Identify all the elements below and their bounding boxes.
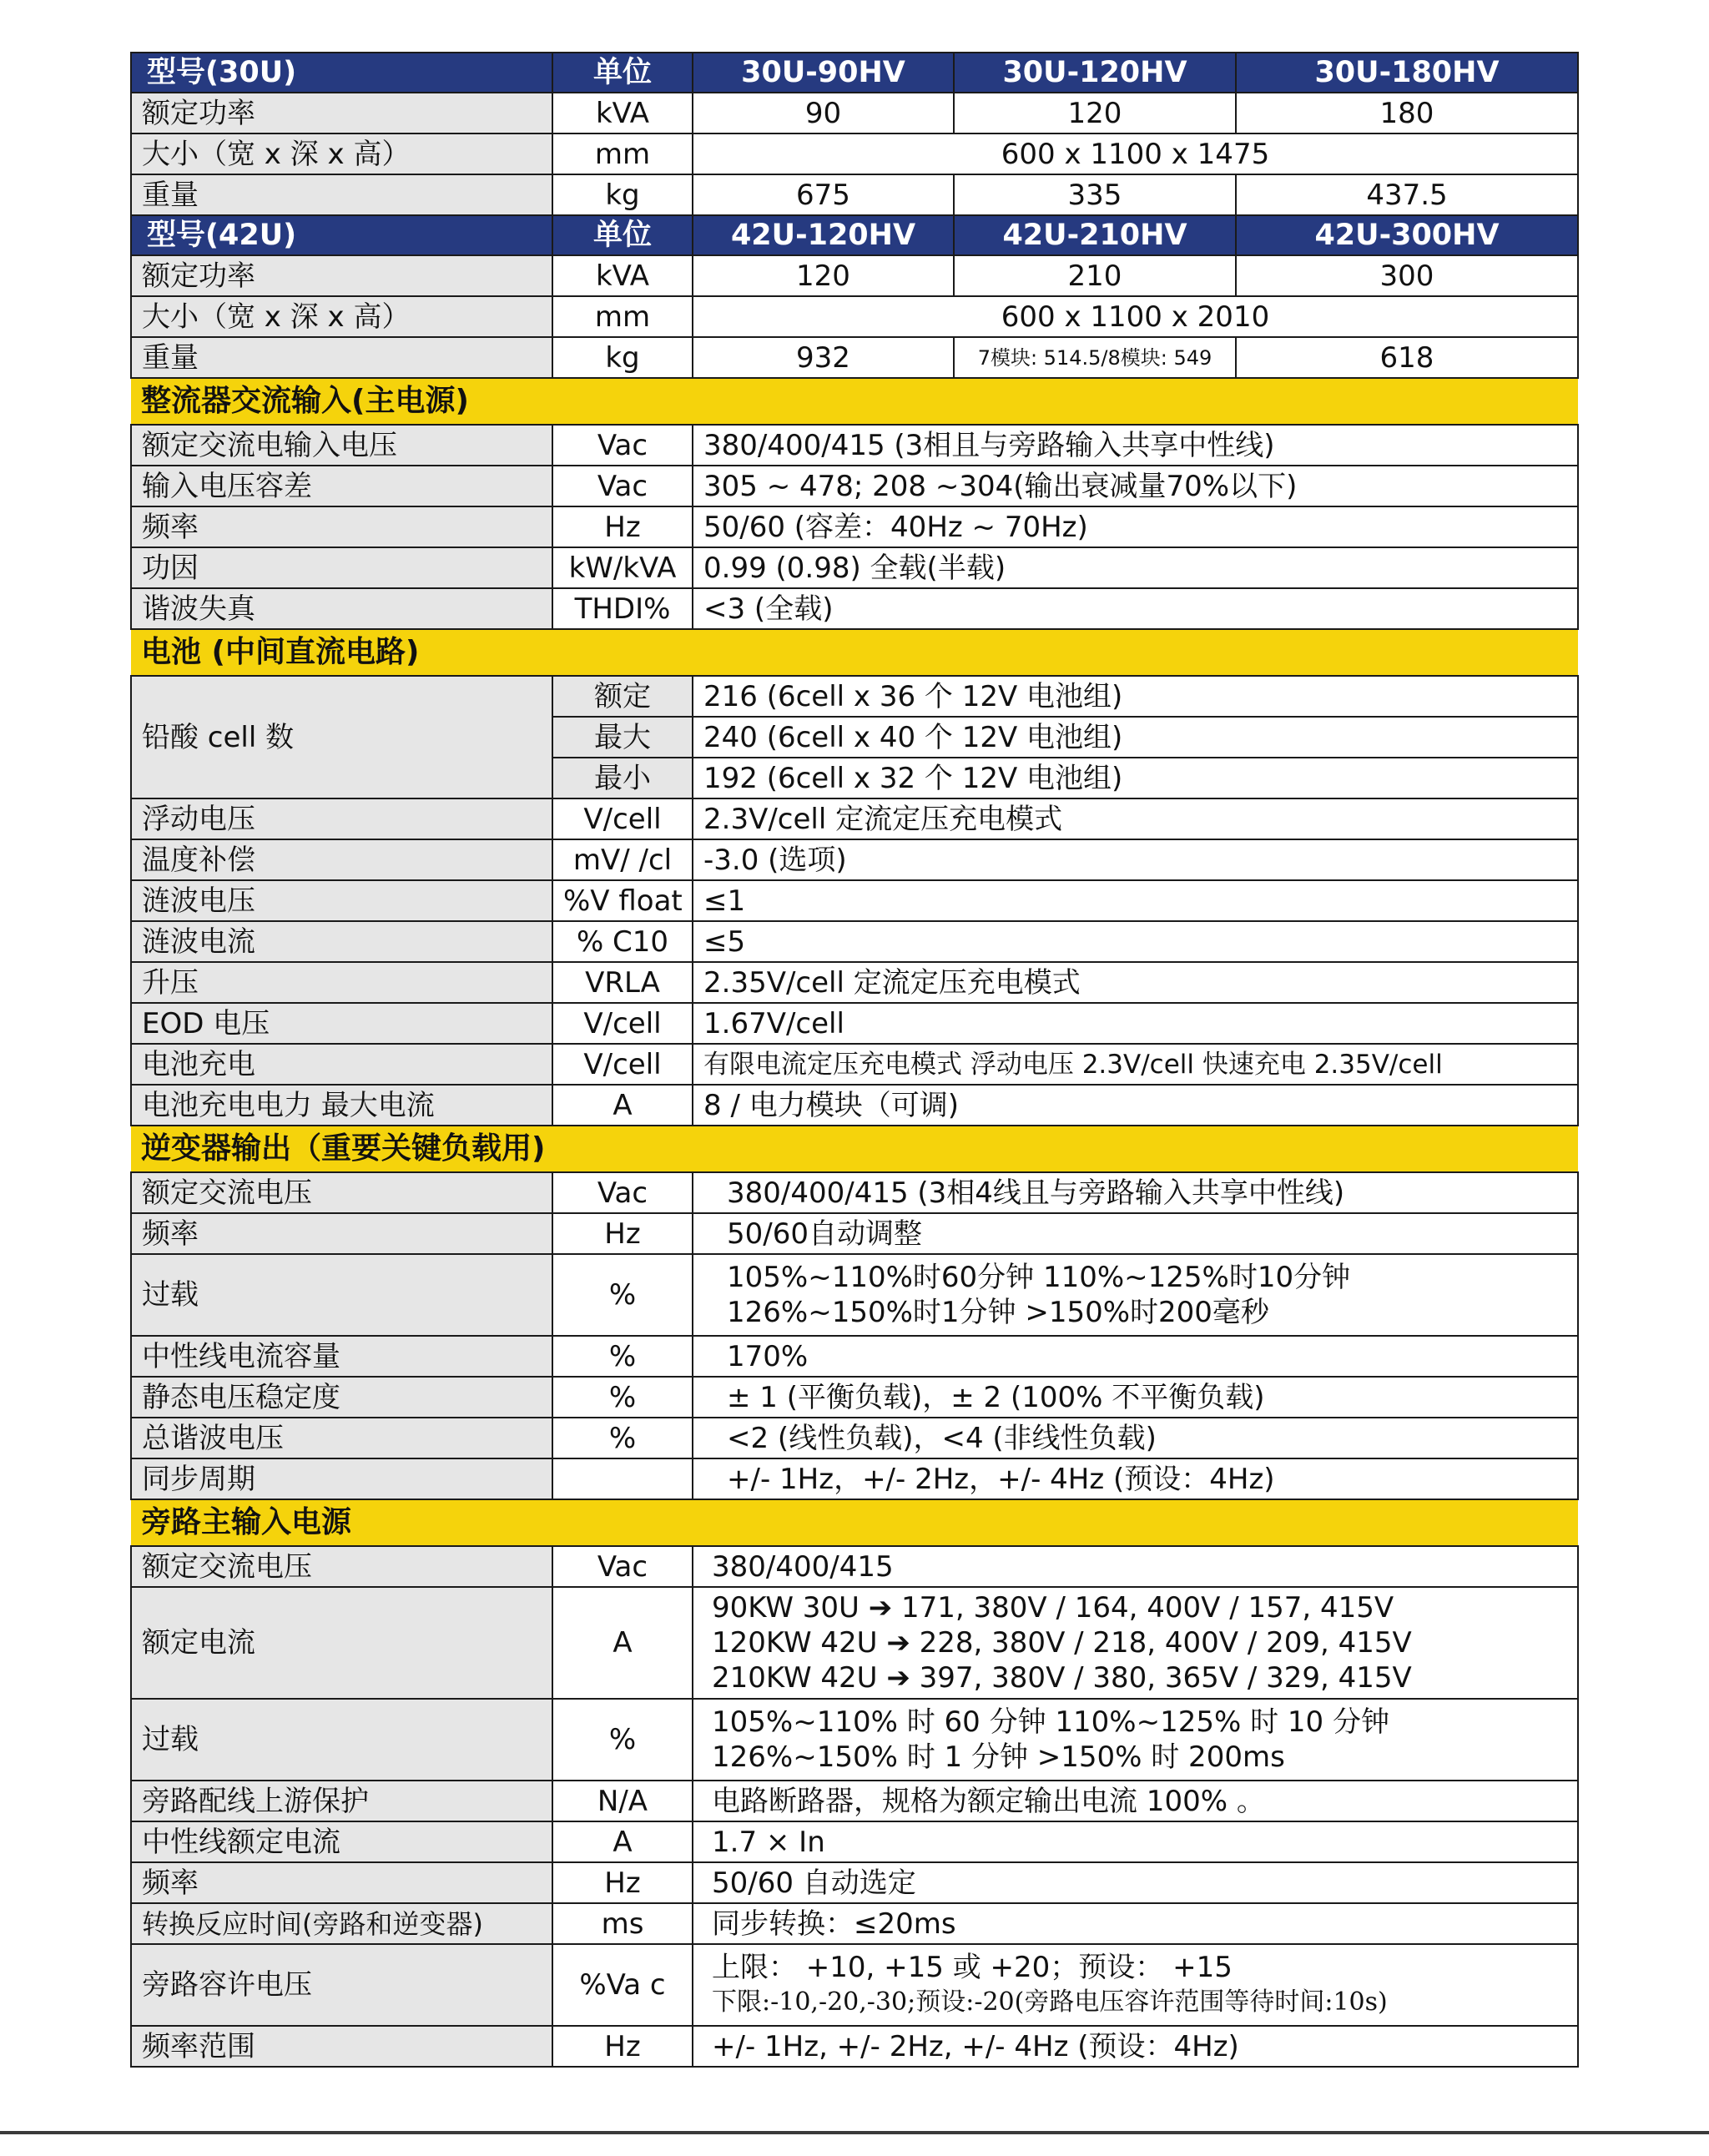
row-label: 额定交流电输入电压 <box>131 425 552 466</box>
cell-value: <2 (线性负载)，<4 (非线性负载) <box>693 1418 1578 1458</box>
row-label: 功因 <box>131 547 552 588</box>
row-unit: N/A <box>552 1781 693 1821</box>
row-label: 中性线额定电流 <box>131 1821 552 1862</box>
table-row <box>131 93 1578 133</box>
row-unit: kVA <box>552 93 693 133</box>
cell-value: 1.7 × In <box>693 1821 1578 1862</box>
row-label: 额定功率 <box>131 255 552 296</box>
cell-value: 932 <box>693 337 954 378</box>
row-unit: % <box>552 1254 693 1336</box>
row-label: 过载 <box>131 1699 552 1781</box>
model-30u-120hv: 30U-120HV <box>954 53 1236 93</box>
row-label: 旁路容许电压 <box>131 1944 552 2026</box>
cell-value: 216 (6cell x 36 个 12V 电池组) <box>693 676 1578 717</box>
cell-value: 8 / 电力模块（可调) <box>693 1085 1578 1126</box>
row-unit: Hz <box>552 506 693 547</box>
model-42u-title: 型号(42U) <box>131 215 552 255</box>
cell-value: 300 <box>1236 255 1578 296</box>
table-row <box>131 547 1578 588</box>
cell-value: 600 x 1100 x 1475 <box>693 133 1578 174</box>
row-label: 重量 <box>131 174 552 215</box>
cell-value: 210 <box>954 255 1236 296</box>
row-label: 中性线电流容量 <box>131 1336 552 1377</box>
row-label: 频率 <box>131 1213 552 1254</box>
row-unit: V/cell <box>552 798 693 839</box>
row-unit: % <box>552 1336 693 1377</box>
cell-value: +/- 1Hz，+/- 2Hz，+/- 4Hz (预设：4Hz) <box>693 1458 1578 1499</box>
table-row <box>131 1903 1578 1944</box>
header-row-42u <box>131 215 1578 255</box>
table-row <box>131 1172 1578 1213</box>
table-row <box>131 921 1578 962</box>
table-row <box>131 133 1578 174</box>
spec-sheet <box>130 52 1577 2068</box>
row-label: 静态电压稳定度 <box>131 1377 552 1418</box>
cell-value: 192 (6cell x 32 个 12V 电池组) <box>693 758 1578 798</box>
row-label: 额定功率 <box>131 93 552 133</box>
section-title: 整流器交流输入(主电源) <box>131 378 1578 425</box>
cell-value: 380/400/415 (3相4线且与旁路输入共享中性线) <box>693 1172 1578 1213</box>
table-row <box>131 798 1578 839</box>
row-unit: kW/kVA <box>552 547 693 588</box>
cell-value: 180 <box>1236 93 1578 133</box>
table-row <box>131 588 1578 629</box>
cell-value: <3 (全载) <box>693 588 1578 629</box>
model-30u-title: 型号(30U) <box>131 53 552 93</box>
section-title: 旁路主输入电源 <box>131 1499 1578 1546</box>
table-row <box>131 1003 1578 1044</box>
table-row <box>131 337 1578 378</box>
row-unit: VRLA <box>552 962 693 1003</box>
spec-table <box>130 52 1579 2068</box>
row-label: 旁路配线上游保护 <box>131 1781 552 1821</box>
cell-value: 120 <box>954 93 1236 133</box>
cell-value: 600 x 1100 x 2010 <box>693 296 1578 337</box>
table-row <box>131 506 1578 547</box>
value-line: 90KW 30U ➔ 171, 380V / 164, 400V / 157, 415V <box>712 1591 1394 1625</box>
cell-value: 有限电流定压充电模式 浮动电压 2.3V/cell 快速充电 2.35V/cell <box>693 1044 1578 1085</box>
model-42u-300hv: 42U-300HV <box>1236 215 1578 255</box>
section-title: 电池 (中间直流电路) <box>131 629 1578 676</box>
section-rectifier <box>131 378 1578 425</box>
value-line: 126%~150% 时 1 分钟 >150% 时 200ms <box>712 1740 1285 1774</box>
row-label: 浮动电压 <box>131 798 552 839</box>
cell-value: ≤5 <box>693 921 1578 962</box>
table-row <box>131 1085 1578 1126</box>
cell-value: 50/60 (容差：40Hz ~ 70Hz) <box>693 506 1578 547</box>
cell-value: 305 ~ 478; 208 ~304(输出衰减量70%以下) <box>693 466 1578 506</box>
value-line: 210KW 42U ➔ 397, 380V / 380, 365V / 329, 415V <box>712 1661 1412 1695</box>
model-42u-120hv: 42U-120HV <box>693 215 954 255</box>
row-unit: %V float <box>552 880 693 921</box>
row-unit: A <box>552 1587 693 1699</box>
row-unit: V/cell <box>552 1044 693 1085</box>
row-label: 过载 <box>131 1254 552 1336</box>
value-line: 120KW 42U ➔ 228, 380V / 218, 400V / 209, 415V <box>712 1626 1412 1660</box>
section-bypass <box>131 1499 1578 1546</box>
table-row <box>131 880 1578 921</box>
row-label: 涟波电流 <box>131 921 552 962</box>
table-row <box>131 1699 1578 1781</box>
table-row <box>131 676 1578 717</box>
cell-value: 2.3V/cell 定流定压充电模式 <box>693 798 1578 839</box>
cell-value: 1.67V/cell <box>693 1003 1578 1044</box>
row-label: 电池充电 <box>131 1044 552 1085</box>
row-label: EOD 电压 <box>131 1003 552 1044</box>
table-row <box>131 1336 1578 1377</box>
cell-value: -3.0 (选项) <box>693 839 1578 880</box>
cell-value: 120 <box>693 255 954 296</box>
table-row <box>131 1213 1578 1254</box>
cell-value: 618 <box>1236 337 1578 378</box>
row-label: 输入电压容差 <box>131 466 552 506</box>
table-row <box>131 1821 1578 1862</box>
row-unit: kg <box>552 337 693 378</box>
table-row <box>131 1944 1578 2026</box>
row-label: 大小（宽 x 深 x 高） <box>131 133 552 174</box>
table-row <box>131 1587 1578 1699</box>
row-unit <box>552 1458 693 1499</box>
row-unit: V/cell <box>552 1003 693 1044</box>
unit-header: 单位 <box>552 215 693 255</box>
row-sublabel: 最大 <box>552 717 693 758</box>
cell-value: 675 <box>693 174 954 215</box>
cell-value: +/- 1Hz, +/- 2Hz, +/- 4Hz (预设：4Hz) <box>693 2026 1578 2067</box>
row-label: 温度补偿 <box>131 839 552 880</box>
cell-value: 380/400/415 (3相且与旁路输入共享中性线) <box>693 425 1578 466</box>
cell-value: 170% <box>693 1336 1578 1377</box>
row-label: 重量 <box>131 337 552 378</box>
table-row <box>131 1377 1578 1418</box>
row-sublabel: 最小 <box>552 758 693 798</box>
row-label: 总谐波电压 <box>131 1418 552 1458</box>
row-label: 额定交流电压 <box>131 1172 552 1213</box>
section-title: 逆变器输出（重要关键负载用) <box>131 1126 1578 1172</box>
table-row <box>131 1862 1578 1903</box>
row-unit: % C10 <box>552 921 693 962</box>
table-row <box>131 174 1578 215</box>
section-inverter <box>131 1126 1578 1172</box>
row-label: 升压 <box>131 962 552 1003</box>
cell-value <box>693 1254 1578 1336</box>
row-label: 频率 <box>131 506 552 547</box>
unit-header: 单位 <box>552 53 693 93</box>
row-label: 频率 <box>131 1862 552 1903</box>
row-unit: mm <box>552 133 693 174</box>
row-unit: Vac <box>552 1172 693 1213</box>
model-30u-180hv: 30U-180HV <box>1236 53 1578 93</box>
table-row <box>131 1418 1578 1458</box>
value-line: 下限:-10,-20,-30;预设:-20(旁路电压容许范围等待时间:10s) <box>712 1987 1388 2017</box>
row-label: 频率范围 <box>131 2026 552 2067</box>
row-unit: A <box>552 1821 693 1862</box>
table-row <box>131 962 1578 1003</box>
value-line: 上限： +10, +15 或 +20；预设： +15 <box>712 1951 1233 1984</box>
row-unit: Hz <box>552 1862 693 1903</box>
cell-value: 2.35V/cell 定流定压充电模式 <box>693 962 1578 1003</box>
row-label: 转换反应时间(旁路和逆变器) <box>131 1903 552 1944</box>
row-unit: mV/ /cl <box>552 839 693 880</box>
value-line: 105%~110% 时 60 分钟 110%~125% 时 10 分钟 <box>712 1705 1389 1739</box>
table-row <box>131 1781 1578 1821</box>
cell-value <box>693 1587 1578 1699</box>
table-row <box>131 425 1578 466</box>
cell-value <box>693 1944 1578 2026</box>
value-line: 105%~110%时60分钟 110%~125%时10分钟 <box>727 1261 1351 1294</box>
table-row <box>131 1254 1578 1336</box>
table-row <box>131 2026 1578 2067</box>
table-row <box>131 255 1578 296</box>
row-unit: % <box>552 1699 693 1781</box>
cell-value: 335 <box>954 174 1236 215</box>
row-unit: Hz <box>552 1213 693 1254</box>
cell-value: 380/400/415 <box>693 1546 1578 1587</box>
row-label: 电池充电电力 最大电流 <box>131 1085 552 1126</box>
header-row-30u <box>131 53 1578 93</box>
row-label: 谐波失真 <box>131 588 552 629</box>
row-unit: % <box>552 1418 693 1458</box>
row-unit: Vac <box>552 466 693 506</box>
cell-value: 7模块: 514.5/8模块: 549 <box>954 337 1236 378</box>
cell-value: 电路断路器，规格为额定输出电流 100% 。 <box>693 1781 1578 1821</box>
table-row <box>131 1044 1578 1085</box>
row-unit: Vac <box>552 425 693 466</box>
table-row <box>131 1546 1578 1587</box>
cell-value: ≤1 <box>693 880 1578 921</box>
row-sublabel: 额定 <box>552 676 693 717</box>
model-42u-210hv: 42U-210HV <box>954 215 1236 255</box>
cell-value: 同步转换：≤20ms <box>693 1903 1578 1944</box>
row-unit: THDI% <box>552 588 693 629</box>
cell-value: 0.99 (0.98) 全载(半载) <box>693 547 1578 588</box>
section-battery <box>131 629 1578 676</box>
row-label: 大小（宽 x 深 x 高） <box>131 296 552 337</box>
cell-value: 240 (6cell x 40 个 12V 电池组) <box>693 717 1578 758</box>
row-label: 额定交流电压 <box>131 1546 552 1587</box>
cell-value: 437.5 <box>1236 174 1578 215</box>
page-bottom-rule <box>0 2131 1709 2134</box>
row-unit: % <box>552 1377 693 1418</box>
table-row <box>131 466 1578 506</box>
row-unit: mm <box>552 296 693 337</box>
row-label: 铅酸 cell 数 <box>131 676 552 798</box>
cell-value: 50/60 自动选定 <box>693 1862 1578 1903</box>
row-unit: kg <box>552 174 693 215</box>
cell-value: 90 <box>693 93 954 133</box>
cell-value: ± 1 (平衡负载)，± 2 (100% 不平衡负载) <box>693 1377 1578 1418</box>
table-row <box>131 839 1578 880</box>
row-unit: A <box>552 1085 693 1126</box>
value-line: 126%~150%时1分钟 >150%时200毫秒 <box>727 1296 1269 1329</box>
cell-value: 50/60自动调整 <box>693 1213 1578 1254</box>
row-unit: Hz <box>552 2026 693 2067</box>
row-unit: kVA <box>552 255 693 296</box>
cell-value <box>693 1699 1578 1781</box>
row-unit: Vac <box>552 1546 693 1587</box>
row-label: 涟波电压 <box>131 880 552 921</box>
model-30u-90hv: 30U-90HV <box>693 53 954 93</box>
row-unit: ms <box>552 1903 693 1944</box>
row-unit: %Va c <box>552 1944 693 2026</box>
row-label: 同步周期 <box>131 1458 552 1499</box>
table-row <box>131 296 1578 337</box>
table-row <box>131 1458 1578 1499</box>
row-label: 额定电流 <box>131 1587 552 1699</box>
